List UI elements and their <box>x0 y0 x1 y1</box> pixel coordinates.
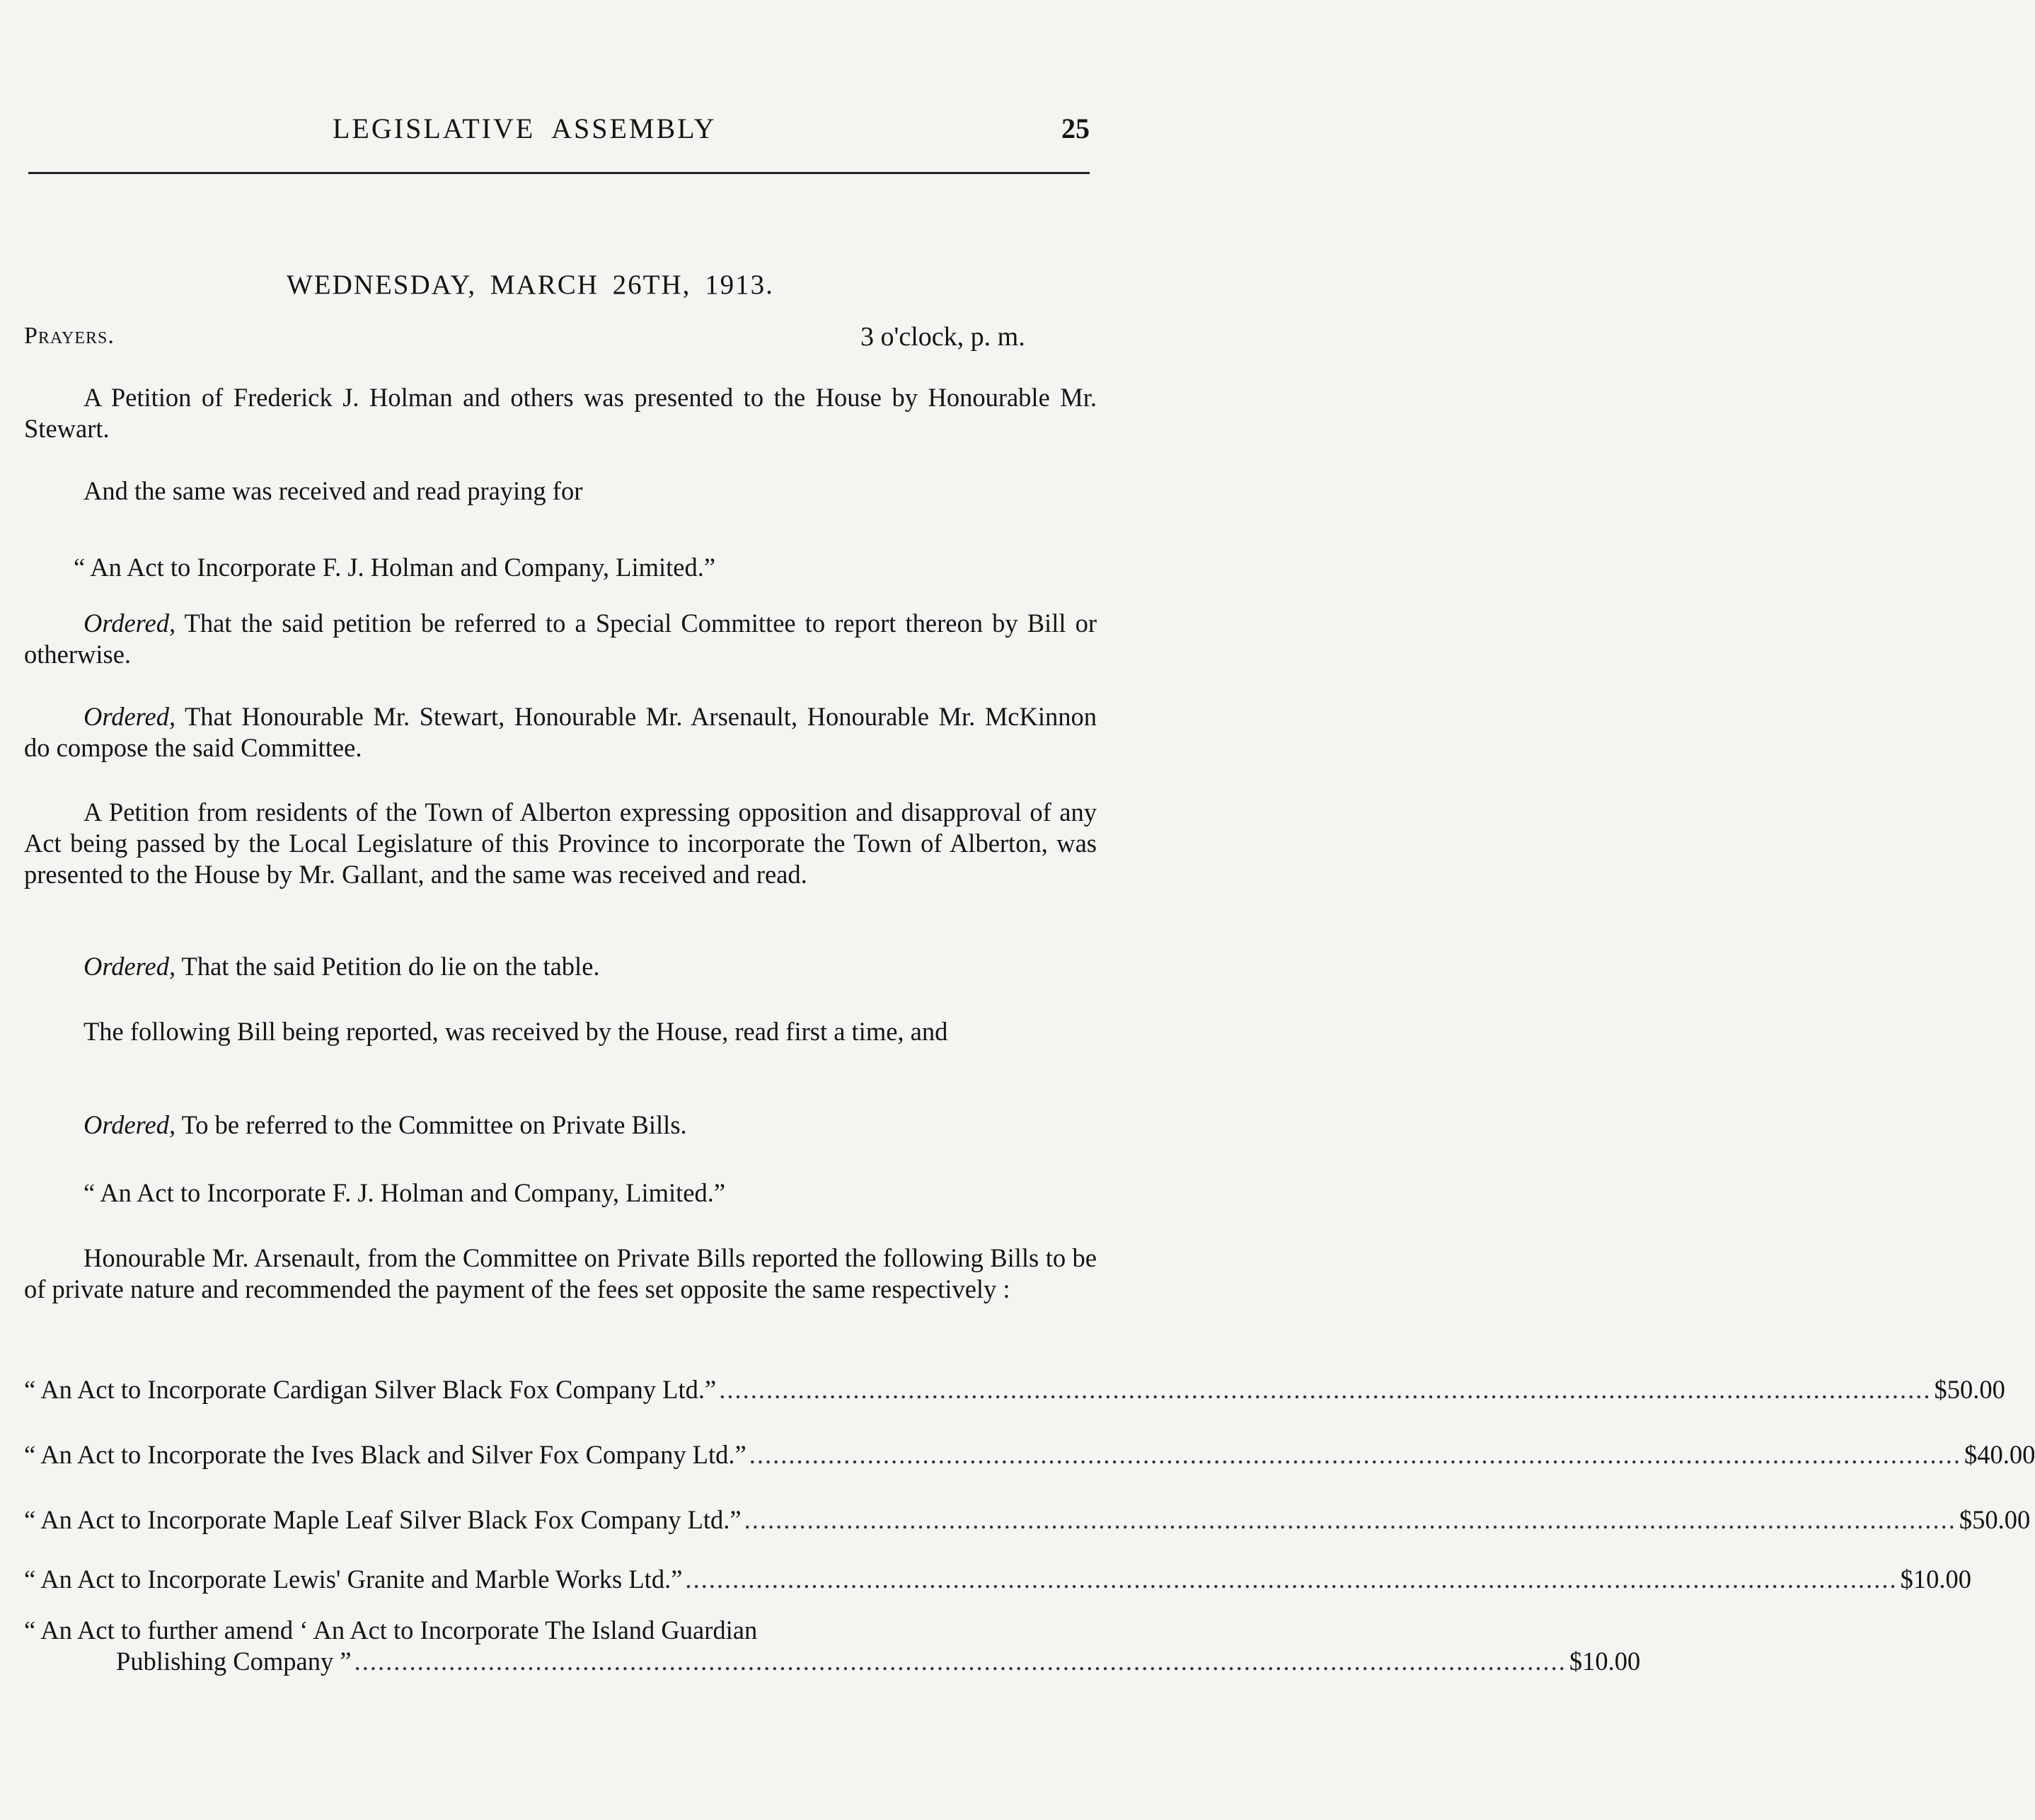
fee-row-island-guardian-line1 <box>24 1615 1100 1645</box>
ordered-text: That Honourable Mr. Stewart, Honourable Mr. Arsenault, Honourable Mr. McKinnon do compose the said Committee. <box>24 702 1097 762</box>
fee-title: “ An Act to Incorporate the Ives Black and Silver Fox Company Ltd.” <box>24 1440 746 1469</box>
fee-title: “ An Act to further amend ‘ An Act to Incorporate The Island Guardian <box>24 1615 758 1645</box>
fee-row-maple-leaf <box>24 1504 2031 1535</box>
fee-amount: $50.00 <box>1934 1375 2005 1404</box>
leader-dots: .......................................................................................................................................................... <box>685 1565 1898 1594</box>
paragraph-private-bills: Honourable Mr. Arsenault, from the Committee on Private Bills reported the following Bills to be of private nature and recommended the payment of the fees set opposite the same respectively : <box>24 1243 1097 1303</box>
paragraph-received: And the same was received and read praying for <box>83 476 583 505</box>
fee-amount: $40.00 <box>1964 1440 2035 1469</box>
paragraph-act-title-2: “ An Act to Incorporate F. J. Holman and Company, Limited.” <box>83 1178 726 1207</box>
ordered-text: That the said petition be referred to a Special Committee to report thereon by Bill or otherwise. <box>24 609 1097 669</box>
paragraph-act-title: “ An Act to Incorporate F. J. Holman and Company, Limited.” <box>74 553 716 582</box>
paragraph-petition-holman: A Petition of Frederick J. Holman and others was presented to the House by Honourable Mr. Stewart. <box>24 383 1097 443</box>
ordered-label: Ordered, <box>83 702 176 731</box>
fee-row-cardigan <box>24 1374 2005 1405</box>
paragraph-ordered-table <box>24 951 1097 982</box>
page-number: 25 <box>1061 113 1090 144</box>
session-time: 3 o'clock, p. m. <box>860 322 1025 352</box>
ordered-label: Ordered, <box>83 609 176 638</box>
paragraph-petition-alberton: A Petition from residents of the Town of Alberton expressing opposition and disapproval of any Act being passed by the Local Legislature of this Province to incorporate the Town of Alberton, was presented to the House by Mr. Gallant, and the same was received and read. <box>24 797 1097 889</box>
fee-amount: $10.00 <box>1900 1565 1972 1594</box>
paragraph-ordered-compose <box>24 701 1097 764</box>
date-heading: WEDNESDAY, MARCH 26TH, 1913. <box>287 270 774 300</box>
ordered-text: To be referred to the Committee on Private Bills. <box>175 1110 687 1139</box>
fee-row-lewis <box>24 1564 1972 1594</box>
ordered-label: Ordered, <box>83 1110 176 1139</box>
fee-amount: $50.00 <box>1959 1505 2031 1534</box>
fee-title: “ An Act to Incorporate Cardigan Silver Black Fox Company Ltd.” <box>24 1375 717 1404</box>
paragraph-ordered-committee <box>24 608 1097 670</box>
fee-title: “ An Act to Incorporate Lewis' Granite and Marble Works Ltd.” <box>24 1565 683 1594</box>
paragraph-ordered-referred <box>24 1110 1097 1141</box>
prayers-label: Prayers. <box>24 323 115 349</box>
leader-dots: .......................................................................................................................................................... <box>749 1440 1962 1469</box>
fee-title: “ An Act to Incorporate Maple Leaf Silver Black Fox Company Ltd.” <box>24 1505 742 1534</box>
running-header: LEGISLATIVE ASSEMBLY <box>333 113 717 144</box>
ordered-label: Ordered, <box>83 952 176 981</box>
leader-dots: .......................................................................................................................................................... <box>744 1505 1956 1534</box>
ordered-text: That the said Petition do lie on the table. <box>175 952 600 981</box>
header-rule <box>28 172 1090 174</box>
leader-dots: .......................................................................................................................................................... <box>354 1647 1567 1676</box>
fee-row-island-guardian-line2 <box>24 1646 1641 1676</box>
paragraph-bill-reported: The following Bill being reported, was received by the House, read first a time, and <box>83 1017 948 1046</box>
leader-dots: .......................................................................................................................................................... <box>719 1375 1932 1404</box>
fee-title: Publishing Company ” <box>116 1647 352 1676</box>
fee-row-ives <box>24 1439 2035 1470</box>
fee-amount: $10.00 <box>1569 1647 1641 1676</box>
